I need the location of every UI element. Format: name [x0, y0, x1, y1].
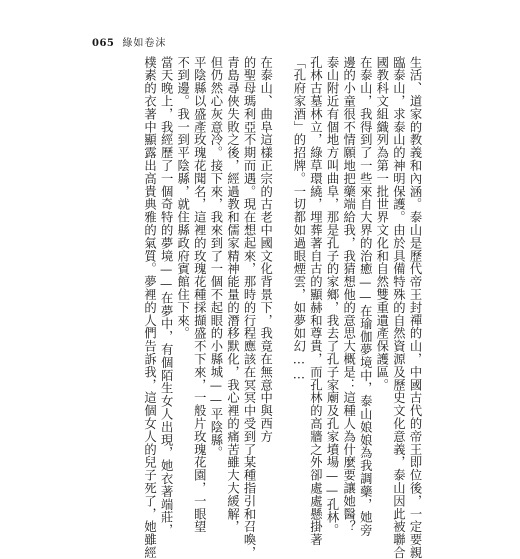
vertical-text-body: [92, 56, 422, 559]
text-column: 在泰山，我得到了一些來自大界的治癒——在瑜伽夢境中，泰山娘娘為我調藥，她旁: [358, 56, 373, 537]
text-column: 樸素的衣著中顯露出高貴典雅的氣質。夢裡的人們告訴我，這個女人的兒子死了，她雖經: [142, 56, 157, 559]
text-column: 不到邊。我一到平陰縣，就住縣政府賓館住下來。: [175, 56, 190, 340]
running-title: 綠如卷沫: [122, 38, 167, 49]
text-column: 的聖母瑪利亞不期而遇。現在想起來，那時的行程應該在冥冥中受到了某種指引和召喚，: [242, 56, 257, 559]
text-column: 「孔府家酒」的招牌。一切都如過眼煙雲，如夢如幻……: [291, 56, 306, 382]
text-column: 當天晚上，我經歷了一個奇特的夢境——在夢中，有個陌生女人出現，她衣著端莊，: [159, 56, 174, 537]
text-column: 但仍然心灰意冷。接下來，我來到了一個不起眼的小縣城——平陰縣。: [208, 56, 223, 460]
text-column: 孔林古墓林立，綠草環繞，埋葬著自古的顯赫和尊貴，而孔林的高牆之外卻處處懸掛著: [308, 56, 323, 547]
text-column: 國教科文組織列為第一批世界文化和自然雙重遺產保護區。: [374, 56, 389, 392]
text-column: 平陰縣以盛產玫瑰花聞名，這裡的玫瑰花種採擷盛不下來，一般片玫瑰花園，一眼望: [192, 56, 207, 534]
text-column: 在泰山、曲阜這樣正宗的古老中國文化背景下，我竟在無意中與西方: [258, 56, 273, 443]
section-break: [275, 56, 289, 456]
text-column: 邊的小童很不情願地把藥端給我，我猜想他的意思大概是：這種人為什麼要讓她醫？: [341, 56, 356, 534]
text-column: 生活、道家的教義和內涵。泰山是歷代帝王封禪的山，中國古代的帝王即位後，一定要親: [408, 56, 422, 559]
text-column: 臨泰山，求泰山的神明保護。由於具備特殊的自然資源及歷史文化意義，泰山因此被聯合: [391, 56, 406, 559]
text-column: 青島尋俠失敗之後，經過教和儒家精神能量的潛移默化，我心裡的痛苦雖大大緩解，: [225, 56, 240, 534]
page-number: 065: [92, 38, 115, 49]
page-header: [92, 34, 166, 49]
text-column: 泰山附近有個地方叫曲阜，那是孔子的家鄉，我去了孔子家廟及孔家墳場——孔林。: [325, 56, 340, 537]
